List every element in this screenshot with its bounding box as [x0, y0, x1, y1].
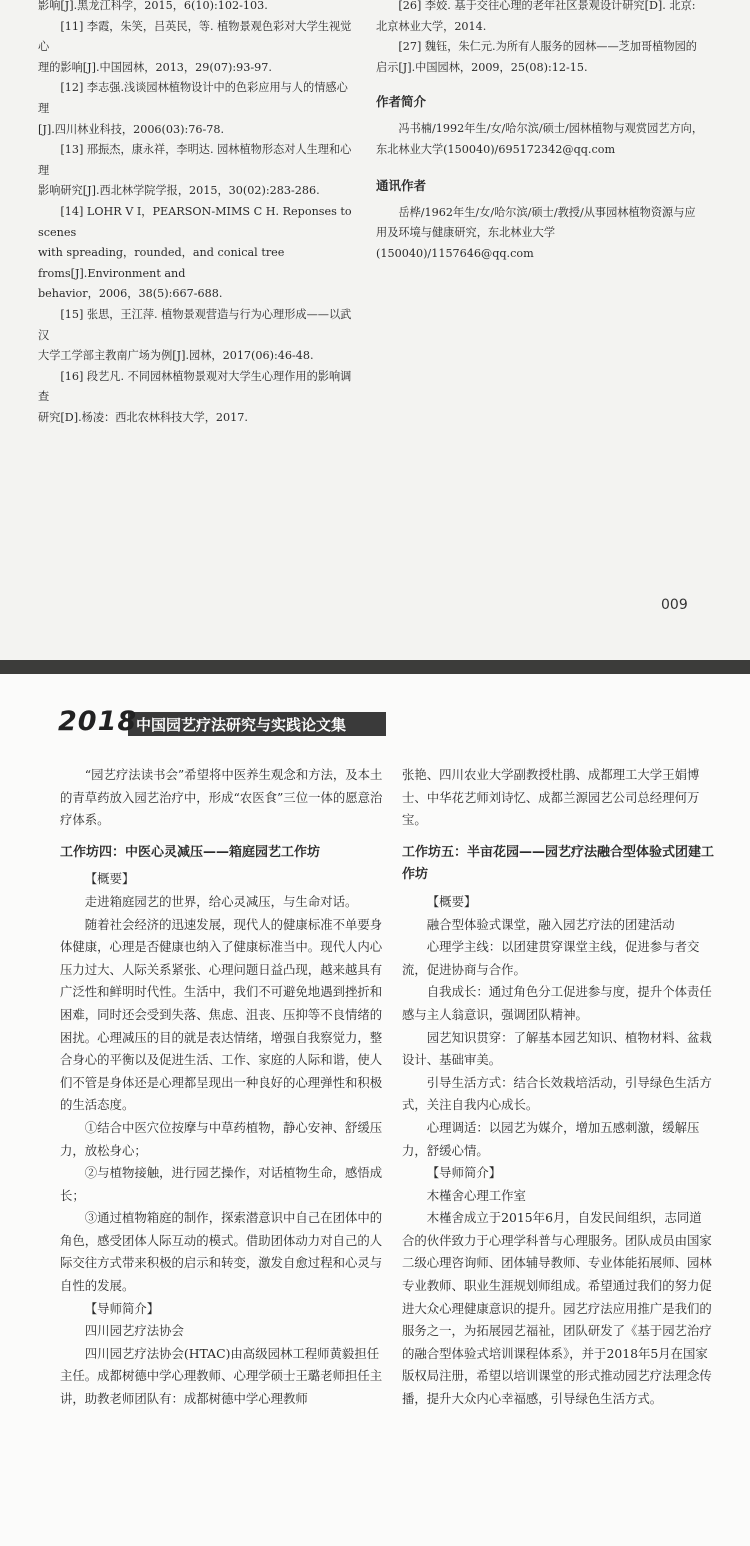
corresponding-author-line: 用及环境与健康研究，东北林业大学(150040)/1157646@qq.com: [376, 226, 556, 260]
reference-line: [12] 李志强.浅谈园林植物设计中的色彩应用与人的情感心理: [38, 81, 348, 115]
body-paragraph: 四川园艺疗法协会(HTAC)由高级园林工程师黄毅担任主任。成都树德中学心理教师、心理学硕士王璐老师担任主讲，助教老师团队有：成都树德中学心理教师: [60, 1345, 383, 1407]
author-info-line: 冯书楠/1992年生/女/哈尔滨/硕士/园林植物与观赏园艺方向，: [398, 121, 704, 135]
body-paragraph: 融合型体验式课堂，融入园艺疗法的团建活动: [426, 916, 675, 932]
corresponding-author-line: 岳桦/1962年生/女/哈尔滨/硕士/教授/从事园林植物资源与应: [398, 205, 696, 219]
body-paragraph: ③通过植物箱庭的制作，探索潜意识中自己在团体中的角色，感受团体人际互动的模式。借助团体动力对自己的人际交往方式带来积极的启示和转变，激发自愈过程和心灵与自性的发展。: [60, 1210, 383, 1294]
reference-line: 启示[J].中国园林，2009，25(08):12-15.: [376, 60, 588, 74]
banner-year: 2018: [58, 706, 138, 737]
body-paragraph: 心理调适：以园艺为媒介，增加五感刺激，缓解压力，舒缓心情。: [402, 1119, 700, 1158]
workshop-heading: 工作坊四：中医心灵减压——箱庭园艺工作坊: [60, 844, 321, 860]
author-info-line: 东北林业大学(150040)/695172342@qq.com: [376, 142, 616, 156]
book-gutter: [0, 660, 750, 674]
banner-title: 中国园艺疗法研究与实践论文集: [136, 716, 347, 734]
body-paragraph: ②与植物接触，进行园艺操作，对话植物生命，感悟成长；: [60, 1165, 383, 1203]
reference-line: 理的影响[J].中国园林，2013，29(07):93-97.: [38, 60, 272, 74]
body-paragraph: 心理学主线：以团建贯穿课堂主线，促进参与者交流，促进协商与合作。: [402, 939, 700, 977]
reference-line: [14] LOHR V I，PEARSON-MIMS C H. Reponses to scenes: [38, 204, 352, 239]
reference-line: [11] 李霞，朱笑，吕英民，等. 植物景观色彩对大学生视觉心: [38, 19, 352, 54]
reference-line: [26] 李姣. 基于交往心理的老年社区景观设计研究[D]. 北京:: [398, 0, 696, 12]
body-paragraph: 引导生活方式：结合长效栽培活动，引导绿色生活方式，关注自我内心成长。: [402, 1074, 712, 1113]
reference-line: 影响研究[J].西北林学院学报，2015，30(02):283-286.: [38, 184, 320, 198]
body-paragraph: 四川园艺疗法协会: [84, 1323, 184, 1339]
body-paragraph: 随着社会经济的迅速发展，现代人的健康标准不单要身体健康，心理是否健康也纳入了健康标准当中。现代人内心压力过大、人际关系紧张、心理问题日益凸现，越来越具有广泛性和鲜明时代性。生活中，我们不可避免地遇到挫折和困难，同时还会受到失落、焦虑、沮丧、压抑等不良情绪的困扰。心理减压的目的就是表达情绪，增强自我察觉力，整合身心的平衡以及促进生活、工作、家庭的人际和谐，使人们不管是身体还是心理都呈现出一种良好的心理弹性和积极的生活态度。: [60, 916, 383, 1113]
body-paragraph: 走进箱庭园艺的世界，给心灵减压，与生命对话。: [84, 893, 358, 909]
body-paragraph: “园艺疗法读书会”希望将中医养生观念和方法，及本土的青草药放入园艺治疗中，形成“农医食”三位一体的愿意治疗体系。: [60, 767, 383, 828]
previous-page: [0, 0, 750, 660]
reference-line: behavior，2006，38(5):667-688.: [38, 287, 223, 301]
body-paragraph: ①结合中医穴位按摩与中草药植物，静心安神、舒缓压力，放松身心；: [60, 1119, 383, 1158]
references-left-column: [38, 0, 358, 428]
section-label: 【导师简介】: [426, 1165, 502, 1181]
reference-line: [15] 张思，王江萍. 植物景观营造与行为心理形成——以武汉: [38, 307, 352, 342]
reference-line: 大学工学部主教南广场为例[J].园林，2017(06):46-48.: [38, 349, 314, 363]
body-paragraph: 自我成长：通过角色分工促进参与度，提升个体责任感与主人翁意识，强调团队精神。: [402, 984, 712, 1022]
corresponding-author-heading: 通讯作者: [376, 178, 427, 194]
body-paragraph: 张艳、四川农业大学副教授杜鹃、成都理工大学王娟博士、中华花艺师刘诗忆、成都兰源园艺公司总经理何万宝。: [402, 767, 700, 828]
reference-line: with spreading，rounded，and conical tree froms[J].Environment and: [38, 246, 285, 280]
reference-line: [16] 段艺凡. 不同园林植物景观对大学生心理作用的影响调查: [38, 369, 352, 404]
header-banner: [58, 706, 388, 737]
reference-line: [13] 邢振杰，康永祥，李明达. 园林植物形态对人生理和心理: [38, 143, 352, 177]
references-right-column: [376, 0, 706, 265]
reference-line: 研究[D].杨凌：西北农林科技大学，2017.: [38, 410, 248, 424]
reference-line: 影响[J].黑龙江科学，2015，6(10):102-103.: [38, 0, 268, 12]
current-page: [0, 674, 750, 1546]
body-paragraph: 园艺知识贯穿：了解基本园艺知识、植物材料、盆栽设计、基础审美。: [402, 1029, 712, 1068]
body-paragraph: 木槿舍心理工作室: [426, 1187, 526, 1203]
reference-line: [27] 魏钰，朱仁元.为所有人服务的园林——芝加哥植物园的: [398, 40, 697, 54]
left-column: [60, 764, 386, 1411]
section-label: 【导师简介】: [84, 1300, 160, 1316]
section-label: 【概要】: [426, 893, 477, 909]
page-number: 009: [661, 597, 688, 613]
workshop-heading: 工作坊五：半亩花园——园艺疗法融合型体验式团建工作坊: [402, 844, 715, 883]
section-label: 【概要】: [84, 871, 135, 887]
reference-line: 北京林业大学，2014.: [376, 19, 487, 33]
body-paragraph: 木槿舍成立于2015年6月，自发民间组织，志同道合的伙伴致力于心理学科普与心理服务。团队成员由国家二级心理咨询师、团体辅导教师、专业体能拓展师、园林专业教师、职业生涯规划师组成。希望通过我们的努力促进大众心理健康意识的提升。园艺疗法应用推广是我们的服务之一，为拓展园艺福祉，团队研发了《基于园艺治疗的融合型体验式培训课程体系》，并于2018年5月在国家版权局注册，希望以培训课堂的形式推动园艺疗法理念传播，提升大众内心幸福感，引导绿色生活方式。: [402, 1210, 712, 1407]
author-heading: 作者简介: [376, 94, 427, 110]
right-column: [402, 764, 714, 1411]
reference-line: [J].四川林业科技，2006(03):76-78.: [38, 122, 225, 136]
